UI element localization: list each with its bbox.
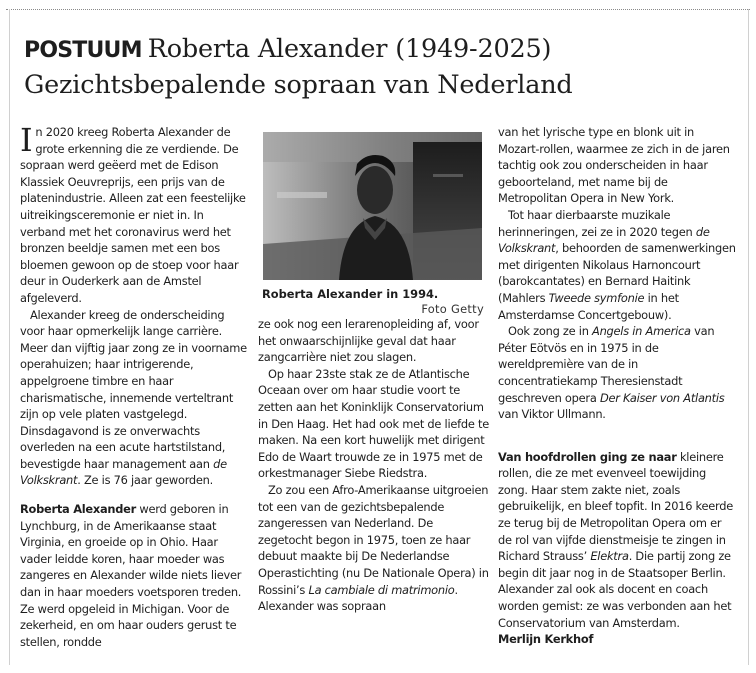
lead-in: Van hoofdrollen ging ze naar xyxy=(498,449,677,464)
paragraph: Alexander kreeg de onderscheiding voor haar opmerkelijk lange carrière. Meer dan vijftig jaar zong ze in voorname operahuizen; haar intrigerende, appelgroene timbre en haar charismatische, innemende verteltrant zijn op vele platen vastgelegd. Dinsdagavond is ze onverwachts overleden na een acute hartstilstand, bevestigde haar management aan de Volkskrant. Ze is 76 jaar geworden. xyxy=(20,307,247,488)
column-2 xyxy=(258,316,490,615)
headline-line-1: Roberta Alexander (1949-2025) xyxy=(147,34,552,64)
lead-in: Roberta Alexander xyxy=(20,502,137,517)
author-byline: Merlijn Kerkhof xyxy=(498,632,594,647)
drop-cap: I xyxy=(20,121,33,159)
portrait-photo xyxy=(263,132,482,280)
top-rule xyxy=(6,9,750,10)
column-3 xyxy=(498,124,738,648)
paragraph: van het lyrische type en blonk uit in Mozart-rollen, waarmee ze zich in de jaren tachtig ook zou onderscheiden in haar geboorteland, met name bij de Metropolitan Opera in New York. xyxy=(498,125,730,206)
paragraph: ze ook nog een lerarenopleiding af, voor het onwaarschijnlijke geval dat haar zangcarrière niet zou slagen. xyxy=(258,317,479,365)
paragraph: Tot haar dierbaarste muzikale herinneringen, zei ze in 2020 tegen de Volkskrant, behoorden de samenwerkingen met dirigenten Nikolaus Harnoncourt (barokcantates) en Bernard Haitink (Mahlers Tweede symfonie in het Amsterdamse Concertgebouw). xyxy=(498,207,736,322)
photo-caption xyxy=(262,287,484,317)
portrait-image xyxy=(263,132,482,280)
caption-text: Roberta Alexander in 1994. xyxy=(262,287,439,301)
paragraph: Van hoofdrollen ging ze naar kleinere rollen, die ze met evenveel toewijding zong. Haar stem zakte niet, zoals gebruikelijk, en bleef topfit. In 2016 keerde ze terug bij de Metropolitan Opera om er de rol van vijfde dienstmeisje te zingen in Richard Strauss’ Elektra. Die partij zong ze begin dit jaar nog in de Staatsoper Berlin. Alexander zal ook als docent en coach worden gemist: ze was verbonden aan het Conservatorium van Amsterdam. xyxy=(498,449,733,630)
paragraph: Roberta Alexander werd geboren in Lynchburg, in de Amerikaanse staat Virginia, en groeide op in Ohio. Haar vader leidde koren, haar moeder was zangeres en Alexander wilde niets liever dan in haar moeders voetsporen treden. Ze werd opgeleid in Michigan. Voor de zekerheid, en om haar ouders gerust te stellen, rondde xyxy=(20,502,242,649)
right-rule xyxy=(748,9,749,665)
photo-credit: Foto Getty xyxy=(421,302,484,316)
headline xyxy=(24,32,744,102)
column-1 xyxy=(20,121,248,650)
paragraph: In 2020 kreeg Roberta Alexander de grote erkenning die ze verdiende. De sopraan werd geëerd met de Edison Klassiek Oeuvreprijs, een prijs van de platenindustrie. Alleen zat een feestelijke uitreikingsceremonie er niet in. In verband met het coronavirus werd het bronzen beeldje samen met een bos bloemen gewoon op de stoep voor haar deur in Ouderkerk aan de Amstel afgeleverd. xyxy=(20,121,246,305)
left-rule xyxy=(9,9,10,665)
paragraph: Ook zong ze in Angels in America van Péter Eötvös en in 1975 in de wereldpremière van de in concentratiekamp Theresienstadt geschreven opera Der Kaiser von Atlantis van Viktor Ullmann. xyxy=(498,324,725,422)
headline-line-2: Gezichtsbepalende sopraan van Nederland xyxy=(24,70,573,100)
paragraph: Op haar 23ste stak ze de Atlantische Oceaan over om haar studie voort te zetten aan het Koninklijk Conservatorium in Den Haag. Het had ook met de liefde te maken. Na een kort huwelijk met dirigent Edo de Waart trouwde ze in 1975 met de orkestmanager Siebe Riedstra. xyxy=(258,366,489,481)
paragraph: Zo zou een Afro-Amerikaanse uitgroeien tot een van de gezichtsbepalende zangeressen van Nederland. De zegetocht begon in 1975, toen ze haar debuut maakte bij De Nederlandse Operastichting (nu De Nationale Opera) in Rossini’s La cambiale di matrimonio. Alexander was sopraan xyxy=(258,482,489,614)
kicker-label: POSTUUM xyxy=(24,38,142,63)
